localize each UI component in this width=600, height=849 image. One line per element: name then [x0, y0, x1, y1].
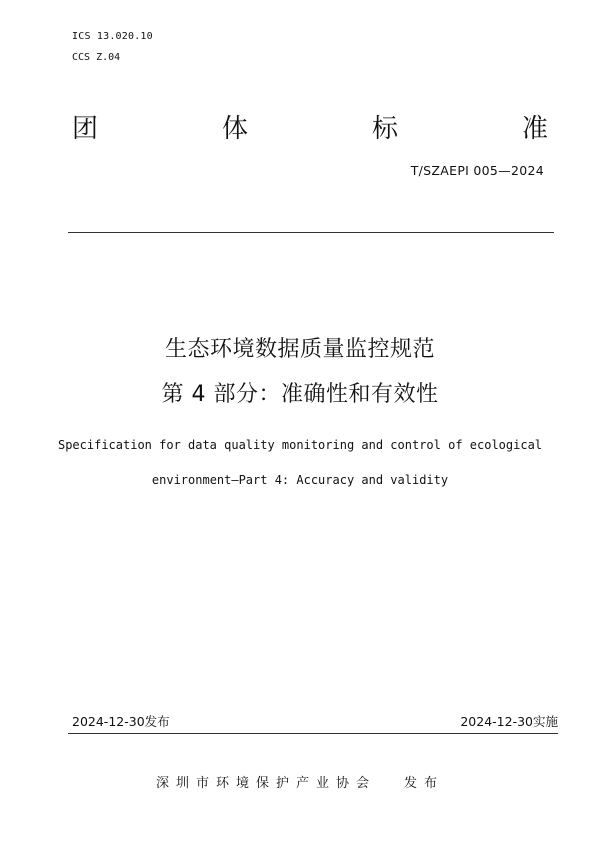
- title-cn-line2: 第 4 部分：准确性和有效性: [161, 382, 439, 407]
- publisher-line: [0, 772, 600, 791]
- top-divider: [68, 232, 554, 233]
- title-en-line1: Specification for data quality monitoring and control of ecological: [57, 438, 543, 452]
- ics-code: ICS 13.020.10: [72, 31, 153, 42]
- title-cn-line1: 生态环境数据质量监控规范: [164, 337, 435, 362]
- document-type-heading: [72, 114, 548, 144]
- bottom-divider: [68, 733, 558, 734]
- release-date: 2024-12-30发布: [72, 714, 170, 729]
- implementation-date: 2024-12-30实施: [460, 714, 558, 729]
- heading-char: 体: [221, 114, 248, 144]
- publisher-action: 发布: [404, 776, 445, 791]
- heading-char: 标: [371, 114, 398, 144]
- publisher-name: 深圳市环境保护产业协会: [155, 776, 376, 791]
- heading-char: 团: [72, 114, 99, 144]
- standard-number: T/SZAEPI 005—2024: [410, 163, 544, 178]
- ccs-code: CCS Z.04: [72, 52, 121, 63]
- title-en-line2: environment—Part 4: Accuracy and validity: [151, 473, 449, 487]
- heading-char: 准: [521, 114, 548, 144]
